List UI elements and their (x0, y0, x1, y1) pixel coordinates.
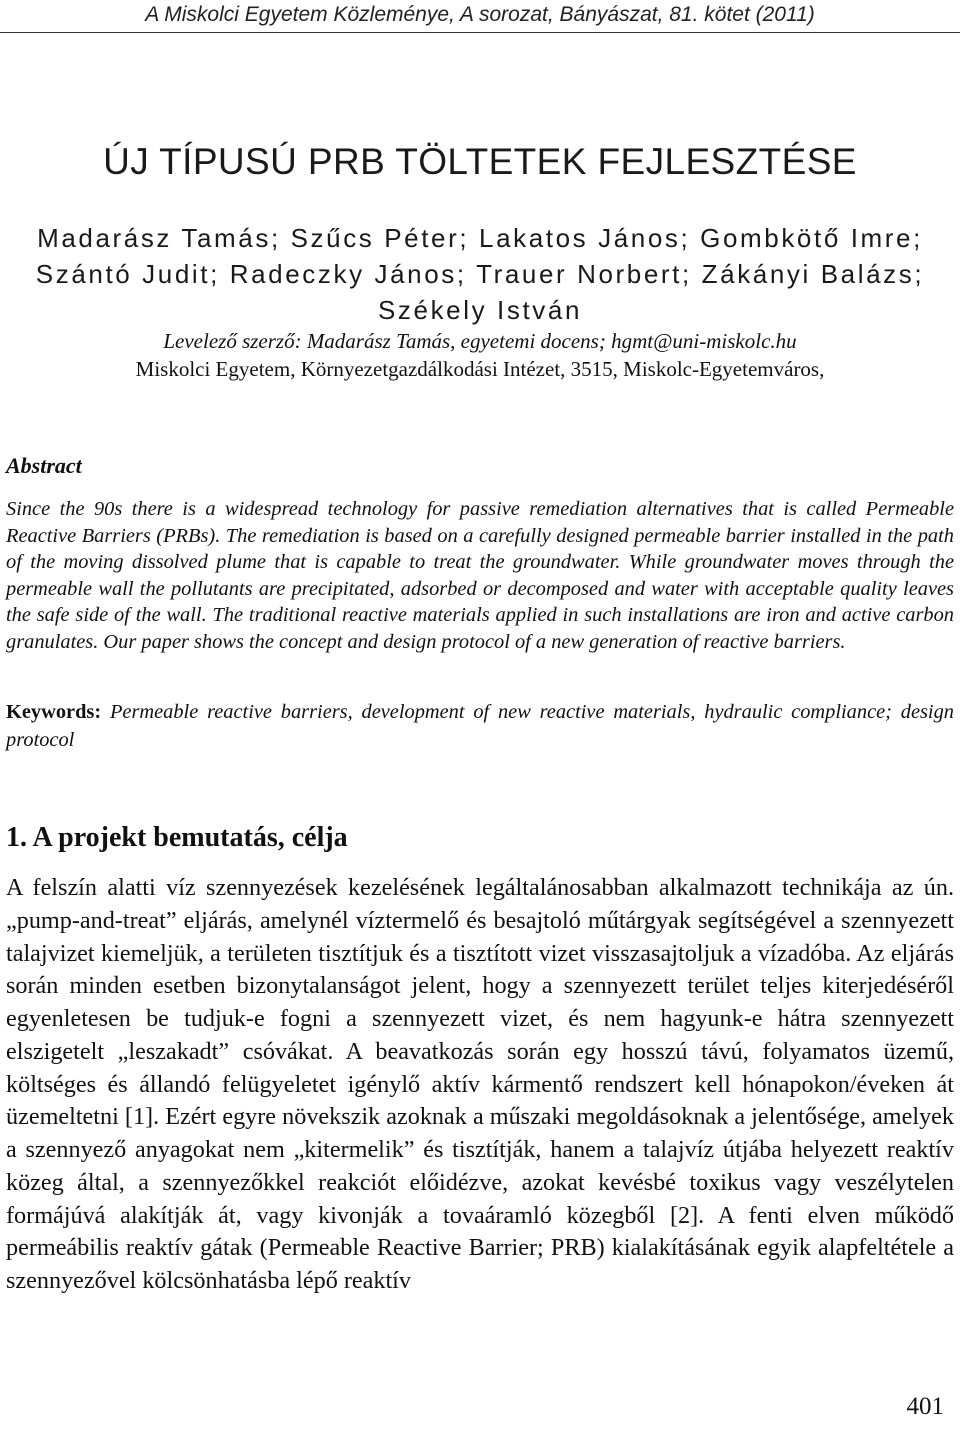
corresponding-author: Levelező szerző: Madarász Tamás, egyetemi docens; hgmt@uni-miskolc.hu (163, 329, 797, 353)
author-line-1: Madarász Tamás; Szűcs Péter; Lakatos János; Gombkötő Imre; (37, 223, 923, 253)
keywords-label: Keywords: (6, 701, 102, 723)
affiliation: Miskolci Egyetem, Környezetgazdálkodási Intézet, 3515, Miskolc-Egyetemváros, (135, 357, 825, 381)
abstract-heading: Abstract (6, 453, 82, 478)
abstract-text: Since the 90s there is a widespread technology for passive remediation alternatives that is called Permeable Reactive Barriers (PRBs). The remediation is based on a carefully designed permeable barrier installed in the path of the moving dissolved plume that is capable to treat the groundwater. While groundwater moves through the permeable wall the pollutants are precipitated, adsorbed or decomposed and water with acceptable quality leaves the safe side of the wall. The traditional reactive materials applied in such installations are iron and active carbon granulates. Our paper shows the concept and design protocol of a new generation of reactive barriers. (6, 498, 954, 653)
keywords-text: Permeable reactive barriers, development of new reactive materials, hydraulic compliance; design protocol (6, 701, 954, 751)
header-rule (0, 32, 960, 33)
author-line-2: Szántó Judit; Radeczky János; Trauer Norbert; Zákányi Balázs; (35, 259, 925, 289)
author-line-3: Székely István (377, 295, 583, 325)
author-list (0, 220, 960, 328)
section-heading: 1. A projekt bemutatás, célja (6, 822, 348, 853)
keywords (6, 698, 954, 754)
page-number: 401 (906, 1393, 944, 1420)
section-body: A felszín alatti víz szennyezések kezelésének legáltalánosabban alkalmazott technikája az ún. „pump-and-treat” eljárás, amelynél víztermelő és besajtoló műtárgyak segítségével a szennyezett talajvizet kiemeljük, a területen tisztítjuk és a tisztított vizet visszasajtoljuk a vízadóba. Az eljárás során minden esetben bizonytalanságot jelent, hogy a szennyezett terület teljes kiterjedéséről egyenletesen be tudjuk-e fogni a szennyezett vizet, és nem hagyunk-e hátra szennyezett elszigetelt „leszakadt” csóvákat. A beavatkozás során egy hosszú távú, folyamatos üzemű, költséges és állandó felügyeletet igénylő aktív kármentő rendszert kell hónapokon/éveken át üzemeltetni [1]. Ezért egyre növekszik azoknak a műszaki megoldásoknak a jelentősége, amelyek a szennyező anyagokat nem „kitermelik” és tisztítják, hanem a talajvíz útjába helyezett reaktív közeg által, a szennyezőkkel reakciót előidézve, azokat kevésbé toxikus vagy veszélytelen formájúvá alakítják át, vagy kivonják a tovaáramló közegből [2]. A fenti elven működő permeábilis reaktív gátak (Permeable Reactive Barrier; PRB) kialakításának egyik alapfeltétele a szennyezővel kölcsönhatásba lépő reaktív (6, 874, 954, 1294)
running-header: A Miskolci Egyetem Közleménye, A sorozat, Bányászat, 81. kötet (2011) (145, 3, 815, 26)
paper-title: ÚJ TÍPUSÚ PRB TÖLTETEK FEJLESZTÉSE (103, 141, 857, 182)
